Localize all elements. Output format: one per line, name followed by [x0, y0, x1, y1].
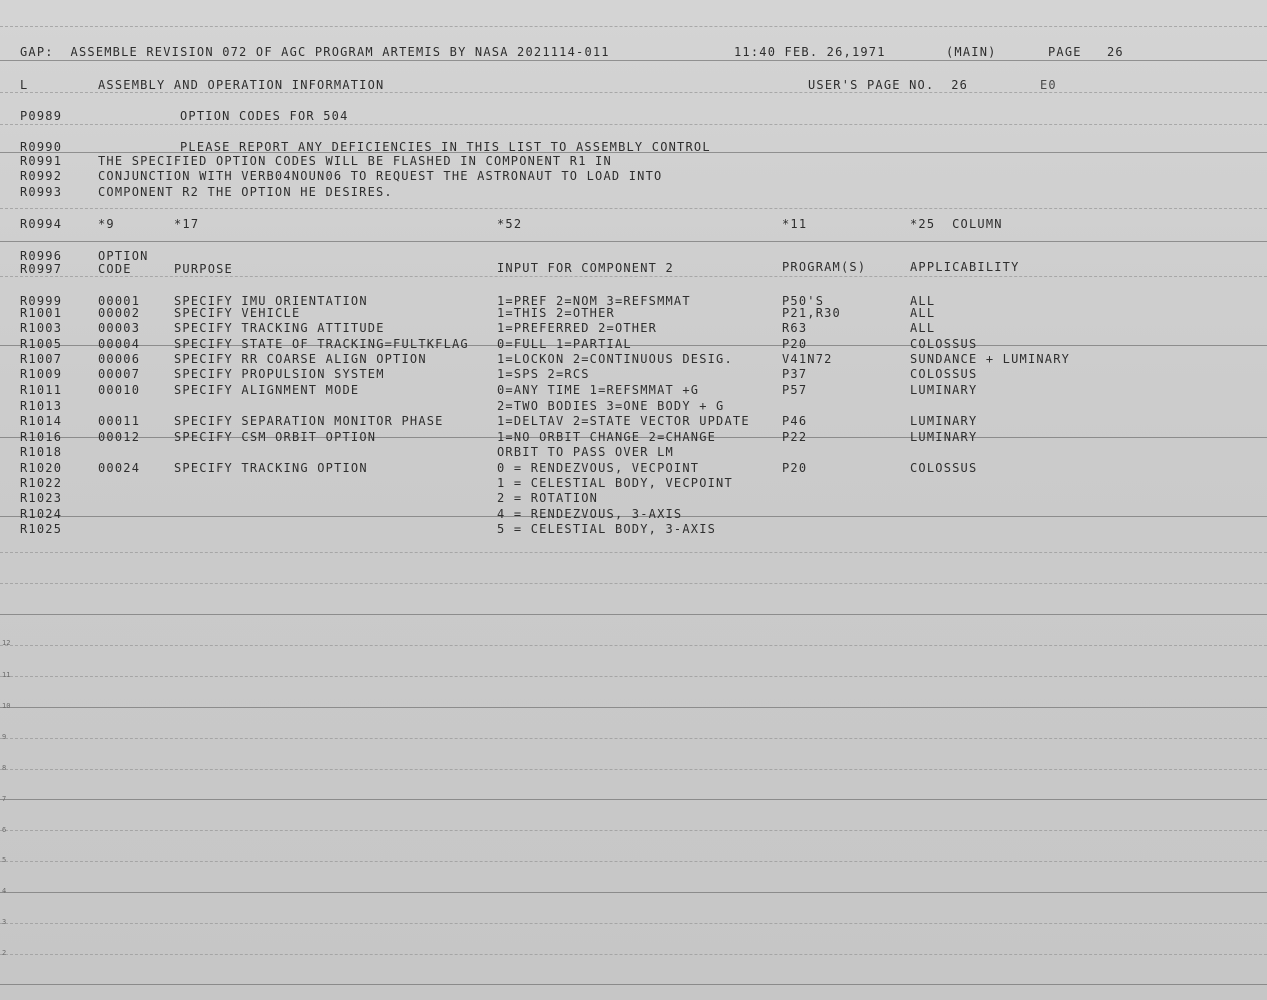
table-header-seq: R0997: [20, 262, 63, 276]
row-input: ORBIT TO PASS OVER LM: [497, 445, 674, 459]
margin-number: 8: [2, 764, 7, 772]
col-header-programs: PROGRAM(S): [782, 260, 867, 274]
margin-number: 7: [2, 795, 7, 803]
paper-rule: [0, 954, 1267, 955]
row-seq: R1011: [20, 383, 63, 397]
notice-seq: R0991: [20, 154, 63, 168]
row-seq: R1014: [20, 414, 63, 428]
row-input: 1=DELTAV 2=STATE VECTOR UPDATE: [497, 414, 750, 428]
paper-rule: [0, 738, 1267, 739]
row-input: 1=THIS 2=OTHER: [497, 306, 615, 320]
row-applicability: COLOSSUS: [910, 367, 978, 381]
subheader-title: ASSEMBLY AND OPERATION INFORMATION: [98, 78, 385, 92]
row-seq: R1013: [20, 399, 63, 413]
row-purpose: SPECIFY VEHICLE: [174, 306, 301, 320]
row-input: 0=ANY TIME 1=REFSMMAT +G: [497, 383, 700, 397]
row-seq: R1003: [20, 321, 63, 335]
table-header-seq: R0996: [20, 249, 63, 263]
row-purpose: SPECIFY RR COARSE ALIGN OPTION: [174, 352, 427, 366]
row-seq: R1016: [20, 430, 63, 444]
paper-rule: [0, 614, 1267, 615]
col-header-code: CODE: [98, 262, 132, 276]
row-purpose: SPECIFY TRACKING ATTITUDE: [174, 321, 385, 335]
paper-rule: [0, 276, 1267, 277]
paper-rule: [0, 124, 1267, 125]
row-code: 00011: [98, 414, 141, 428]
notice-text: PLEASE REPORT ANY DEFICIENCIES IN THIS LIST TO ASSEMBLY CONTROL: [180, 140, 711, 154]
row-purpose: SPECIFY PROPULSION SYSTEM: [174, 367, 385, 381]
row-input: 1=LOCKON 2=CONTINUOUS DESIG.: [497, 352, 733, 366]
header-page: PAGE 26: [1048, 45, 1124, 59]
row-purpose: SPECIFY STATE OF TRACKING=FULTKFLAG: [174, 337, 469, 351]
row-program: P57: [782, 383, 808, 397]
row-program: P20: [782, 337, 808, 351]
notice-text: COMPONENT R2 THE OPTION HE DESIRES.: [98, 185, 393, 199]
row-applicability: SUNDANCE + LUMINARY: [910, 352, 1071, 366]
col-header-purpose: PURPOSE: [174, 262, 233, 276]
row-input: 1=NO ORBIT CHANGE 2=CHANGE: [497, 430, 717, 444]
column-marker: *52: [497, 217, 523, 231]
row-code: 00024: [98, 461, 141, 475]
column-marker: *11: [782, 217, 808, 231]
row-input: 4 = RENDEZVOUS, 3-AXIS: [497, 507, 683, 521]
row-program: P20: [782, 461, 808, 475]
row-input: 1 = CELESTIAL BODY, VECPOINT: [497, 476, 733, 490]
row-seq: R1007: [20, 352, 63, 366]
col-header-option: OPTION: [98, 249, 149, 263]
row-seq: R1024: [20, 507, 63, 521]
margin-number: 10: [2, 702, 11, 710]
paper-rule: [0, 208, 1267, 209]
paper-rule: [0, 552, 1267, 553]
paper-rule: [0, 583, 1267, 584]
row-program: P37: [782, 367, 808, 381]
row-seq: R1001: [20, 306, 63, 320]
row-input: 1=PREFERRED 2=OTHER: [497, 321, 658, 335]
row-input: 0=FULL 1=PARTIAL: [497, 337, 632, 351]
row-seq: R1018: [20, 445, 63, 459]
margin-number: 4: [2, 887, 7, 895]
paper-rule: [0, 892, 1267, 893]
margin-number: 6: [2, 826, 7, 834]
col-header-applicability: APPLICABILITY: [910, 260, 1020, 274]
row-program: P21,R30: [782, 306, 841, 320]
row-input: 1=PREF 2=NOM 3=REFSMMAT: [497, 294, 691, 308]
paper-rule: [0, 92, 1267, 93]
column-marker: *9: [98, 217, 115, 231]
column-row-seq: R0994: [20, 217, 63, 231]
row-input: 2=TWO BODIES 3=ONE BODY + G: [497, 399, 725, 413]
row-input: 1=SPS 2=RCS: [497, 367, 590, 381]
row-applicability: ALL: [910, 306, 936, 320]
margin-number: 11: [2, 671, 11, 679]
row-program: P22: [782, 430, 808, 444]
notice-seq: R0992: [20, 169, 63, 183]
paper-rule: [0, 984, 1267, 985]
row-program: V41N72: [782, 352, 833, 366]
header-line: GAP: ASSEMBLE REVISION 072 OF AGC PROGRAM ARTEMIS BY NASA 2021114-011: [20, 45, 610, 59]
row-code: 00002: [98, 306, 141, 320]
header-time-date: 11:40 FEB. 26,1971: [734, 45, 886, 59]
row-applicability: ALL: [910, 294, 936, 308]
paper-rule: [0, 707, 1267, 708]
paper-rule: [0, 769, 1267, 770]
row-purpose: SPECIFY ALIGNMENT MODE: [174, 383, 360, 397]
margin-number: 2: [2, 949, 7, 957]
row-input: 2 = ROTATION: [497, 491, 599, 505]
row-seq: R1023: [20, 491, 63, 505]
header-section: (MAIN): [946, 45, 997, 59]
margin-number: 12: [2, 639, 11, 647]
paper-rule: [0, 645, 1267, 646]
row-purpose: SPECIFY CSM ORBIT OPTION: [174, 430, 377, 444]
notice-seq: R0990: [20, 140, 63, 154]
row-seq: R1020: [20, 461, 63, 475]
row-seq: R1022: [20, 476, 63, 490]
row-seq: R1009: [20, 367, 63, 381]
paper-rule: [0, 676, 1267, 677]
row-purpose: SPECIFY IMU ORIENTATION: [174, 294, 368, 308]
notice-seq: R0993: [20, 185, 63, 199]
subheader-e0: E0: [1040, 78, 1057, 92]
row-code: 00001: [98, 294, 141, 308]
paper-rule: [0, 830, 1267, 831]
row-code: 00006: [98, 352, 141, 366]
notice-text: THE SPECIFIED OPTION CODES WILL BE FLASHED IN COMPONENT R1 IN: [98, 154, 612, 168]
paper-rule: [0, 861, 1267, 862]
subheader-users-page: USER'S PAGE NO. 26: [808, 78, 969, 92]
row-code: 00003: [98, 321, 141, 335]
margin-number: 5: [2, 856, 7, 864]
row-code: 00010: [98, 383, 141, 397]
option-title-seq: P0989: [20, 109, 63, 123]
column-marker: *17: [174, 217, 200, 231]
row-program: R63: [782, 321, 808, 335]
row-seq: R0999: [20, 294, 63, 308]
paper-rule: [0, 60, 1267, 61]
row-purpose: SPECIFY TRACKING OPTION: [174, 461, 368, 475]
row-purpose: SPECIFY SEPARATION MONITOR PHASE: [174, 414, 444, 428]
row-seq: R1025: [20, 522, 63, 536]
margin-number: 3: [2, 918, 7, 926]
row-applicability: ALL: [910, 321, 936, 335]
col-header-input: INPUT FOR COMPONENT 2: [497, 261, 674, 275]
row-program: P46: [782, 414, 808, 428]
paper-rule: [0, 26, 1267, 27]
row-program: P50'S: [782, 294, 825, 308]
row-applicability: LUMINARY: [910, 414, 978, 428]
subheader-l-mark: L: [20, 78, 29, 92]
row-seq: R1005: [20, 337, 63, 351]
column-marker: *25 COLUMN: [910, 217, 1003, 231]
row-applicability: LUMINARY: [910, 383, 978, 397]
row-code: 00004: [98, 337, 141, 351]
row-applicability: COLOSSUS: [910, 461, 978, 475]
paper-rule: [0, 923, 1267, 924]
row-code: 00007: [98, 367, 141, 381]
paper-rule: [0, 799, 1267, 800]
row-applicability: LUMINARY: [910, 430, 978, 444]
row-code: 00012: [98, 430, 141, 444]
row-input: 5 = CELESTIAL BODY, 3-AXIS: [497, 522, 717, 536]
paper-rule: [0, 241, 1267, 242]
row-applicability: COLOSSUS: [910, 337, 978, 351]
notice-text: CONJUNCTION WITH VERB04NOUN06 TO REQUEST THE ASTRONAUT TO LOAD INTO: [98, 169, 663, 183]
row-input: 0 = RENDEZVOUS, VECPOINT: [497, 461, 700, 475]
option-title: OPTION CODES FOR 504: [180, 109, 349, 123]
margin-number: 9: [2, 733, 7, 741]
